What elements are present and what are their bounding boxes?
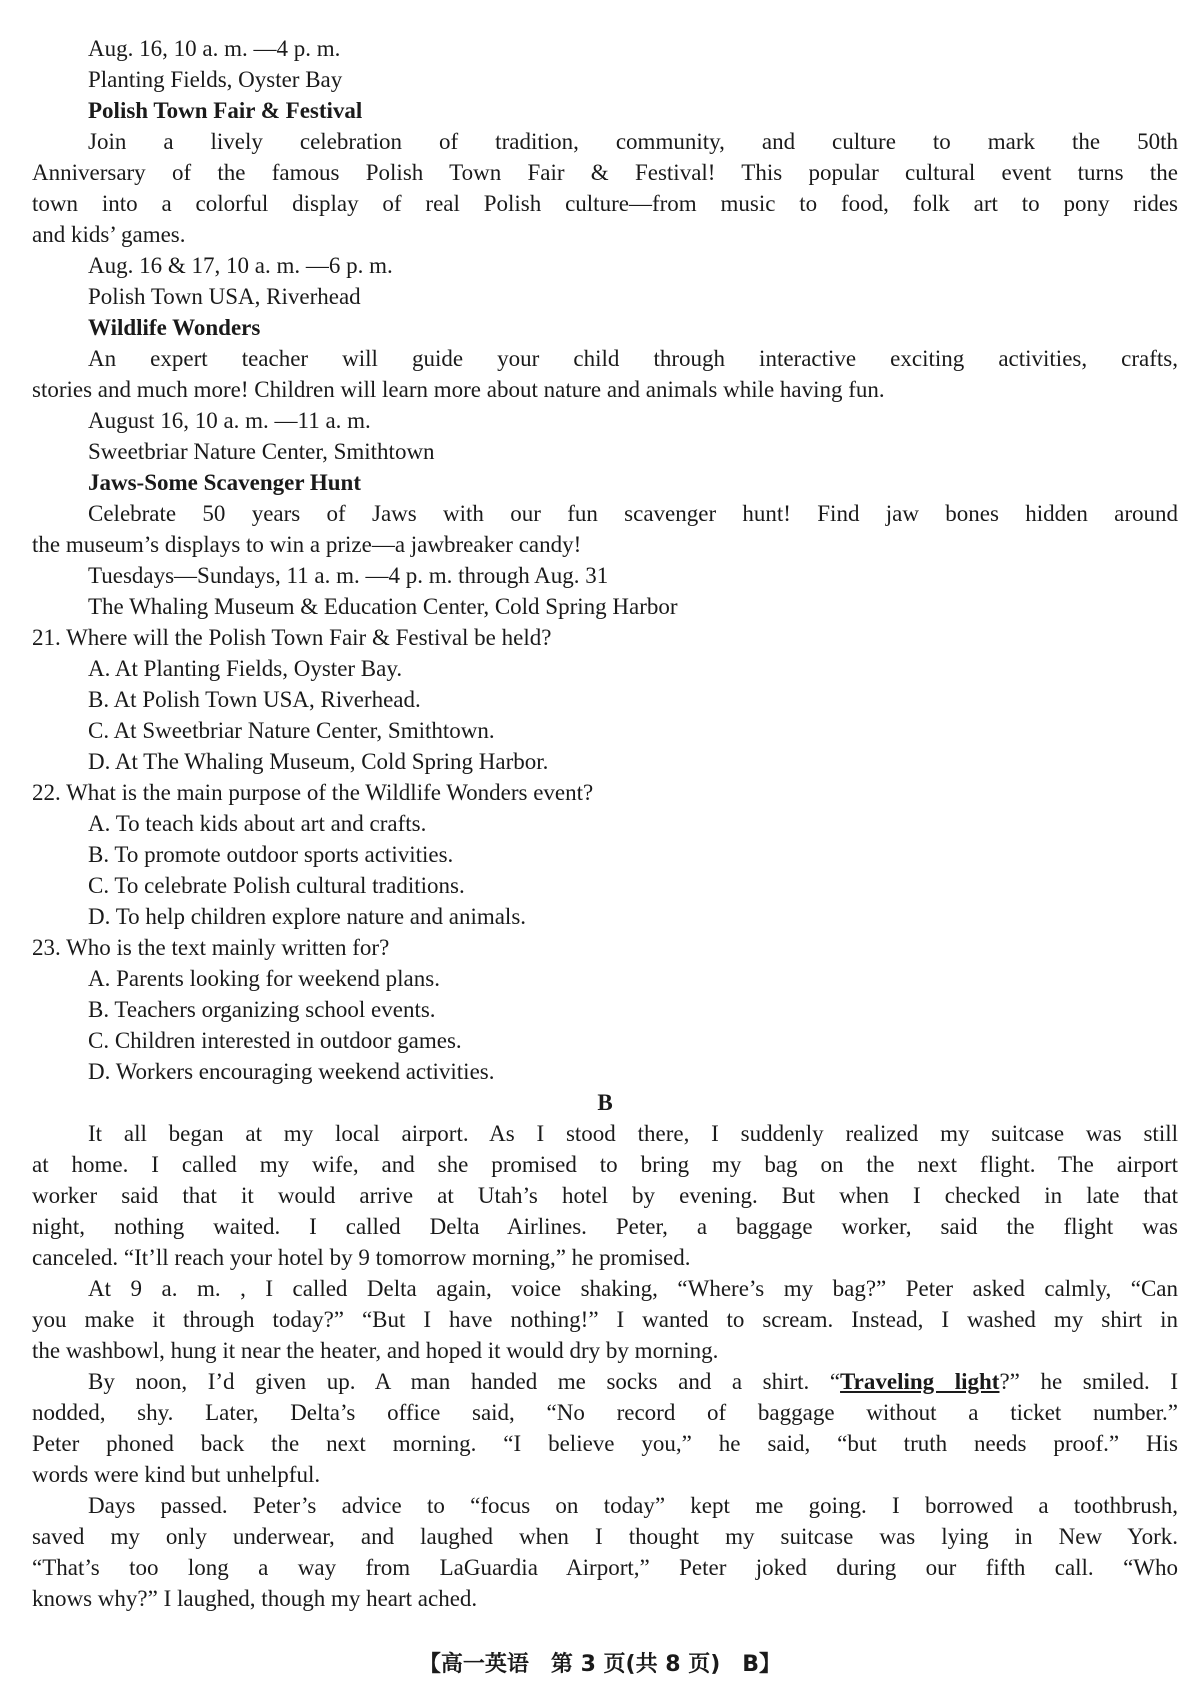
question-21-option-c: C. At Sweetbriar Nature Center, Smithtown. (88, 718, 495, 743)
event2-desc-line: Join a lively celebration of tradition, community, and culture to mark the 50th (88, 129, 1178, 154)
event1-place: Planting Fields, Oyster Bay (88, 67, 343, 92)
passage-b-text: By noon, I’d given up. A man handed me socks and a shirt. “ (88, 1369, 841, 1394)
event3-desc-line: stories and much more! Children will learn more about nature and animals while having fun. (32, 377, 885, 402)
event4-desc-line: Celebrate 50 years of Jaws with our fun scavenger hunt! Find jaw bones hidden around (88, 501, 1178, 526)
exam-page (32, 33, 1178, 1614)
question-21-option-b: B. At Polish Town USA, Riverhead. (88, 687, 421, 712)
question-22-stem: 22. What is the main purpose of the Wildlife Wonders event? (32, 780, 594, 805)
passage-b-line: the washbowl, hung it near the heater, and hoped it would dry by morning. (32, 1338, 719, 1363)
passage-b-line: canceled. “It’ll reach your hotel by 9 tomorrow morning,” he promised. (32, 1245, 691, 1270)
passage-b-line: worker said that it would arrive at Utah’s hotel by evening. But when I checked in late that (32, 1183, 1178, 1208)
passage-b-line: knows why?” I laughed, though my heart ached. (32, 1586, 478, 1611)
event3-desc-line: An expert teacher will guide your child through interactive exciting activities, crafts, (88, 346, 1178, 371)
event4-place: The Whaling Museum & Education Center, Cold Spring Harbor (88, 594, 678, 619)
event1-date: Aug. 16, 10 a. m. —4 p. m. (88, 36, 341, 61)
question-23-option-a: A. Parents looking for weekend plans. (88, 966, 440, 991)
question-22-option-c: C. To celebrate Polish cultural traditions. (88, 873, 465, 898)
passage-b-line: At 9 a. m. , I called Delta again, voice shaking, “Where’s my bag?” Peter asked calmly, “Can (88, 1276, 1178, 1301)
question-22-option-d: D. To help children explore nature and animals. (88, 904, 527, 929)
passage-b-line: Days passed. Peter’s advice to “focus on today” kept me going. I borrowed a toothbrush, (88, 1493, 1178, 1518)
underlined-phrase: Traveling light (840, 1369, 1000, 1394)
event2-desc-line: Anniversary of the famous Polish Town Fair & Festival! This popular cultural event turns the (32, 160, 1178, 185)
passage-b-line: words were kind but unhelpful. (32, 1462, 321, 1487)
passage-b-line: Peter phoned back the next morning. “I believe you,” he said, “but truth needs proof.” His (32, 1431, 1178, 1456)
question-21-stem: 21. Where will the Polish Town Fair & Festival be held? (32, 625, 552, 650)
passage-b-line: nodded, shy. Later, Delta’s office said, “No record of baggage without a ticket number.” (32, 1400, 1178, 1425)
question-21-option-d: D. At The Whaling Museum, Cold Spring Harbor. (88, 749, 549, 774)
event4-desc-line: the museum’s displays to win a prize—a jawbreaker candy! (32, 532, 582, 557)
event2-desc-line: and kids’ games. (32, 222, 186, 247)
event2-place: Polish Town USA, Riverhead (88, 284, 361, 309)
event2-date: Aug. 16 & 17, 10 a. m. —6 p. m. (88, 253, 393, 278)
question-22-option-b: B. To promote outdoor sports activities. (88, 842, 454, 867)
event3-title: Wildlife Wonders (88, 315, 261, 340)
question-23-option-d: D. Workers encouraging weekend activities. (88, 1059, 495, 1084)
section-b-heading: B (597, 1090, 613, 1115)
event3-place: Sweetbriar Nature Center, Smithtown (88, 439, 435, 464)
passage-b-line: saved my only underwear, and laughed when I thought my suitcase was lying in New York. (32, 1524, 1178, 1549)
passage-b-line-with-underline (32, 1366, 1178, 1397)
event2-title: Polish Town Fair & Festival (88, 98, 363, 123)
passage-b-text: ?” he smiled. I (999, 1369, 1178, 1394)
question-22-option-a: A. To teach kids about art and crafts. (88, 811, 427, 836)
event2-desc-line: town into a colorful display of real Polish culture—from music to food, folk art to pony rides (32, 191, 1178, 216)
question-23-option-c: C. Children interested in outdoor games. (88, 1028, 462, 1053)
event3-date: August 16, 10 a. m. —11 a. m. (88, 408, 371, 433)
event4-title: Jaws-Some Scavenger Hunt (88, 470, 362, 495)
passage-b-line: night, nothing waited. I called Delta Airlines. Peter, a baggage worker, said the flight was (32, 1214, 1178, 1239)
event4-date: Tuesdays—Sundays, 11 a. m. —4 p. m. through Aug. 31 (88, 563, 609, 588)
passage-b-line: “That’s too long a way from LaGuardia Airport,” Peter joked during our fifth call. “Who (32, 1555, 1178, 1580)
passage-b-line: It all began at my local airport. As I stood there, I suddenly realized my suitcase was still (88, 1121, 1178, 1146)
page-footer: 【高一英语 第 3 页(共 8 页) B】 (418, 1652, 782, 1677)
passage-b-line: at home. I called my wife, and she promised to bring my bag on the next flight. The airport (32, 1152, 1178, 1177)
question-23-option-b: B. Teachers organizing school events. (88, 997, 436, 1022)
question-21-option-a: A. At Planting Fields, Oyster Bay. (88, 656, 403, 681)
question-23-stem: 23. Who is the text mainly written for? (32, 935, 390, 960)
passage-b-line: you make it through today?” “But I have nothing!” I wanted to scream. Instead, I washed my shirt in (32, 1307, 1178, 1332)
